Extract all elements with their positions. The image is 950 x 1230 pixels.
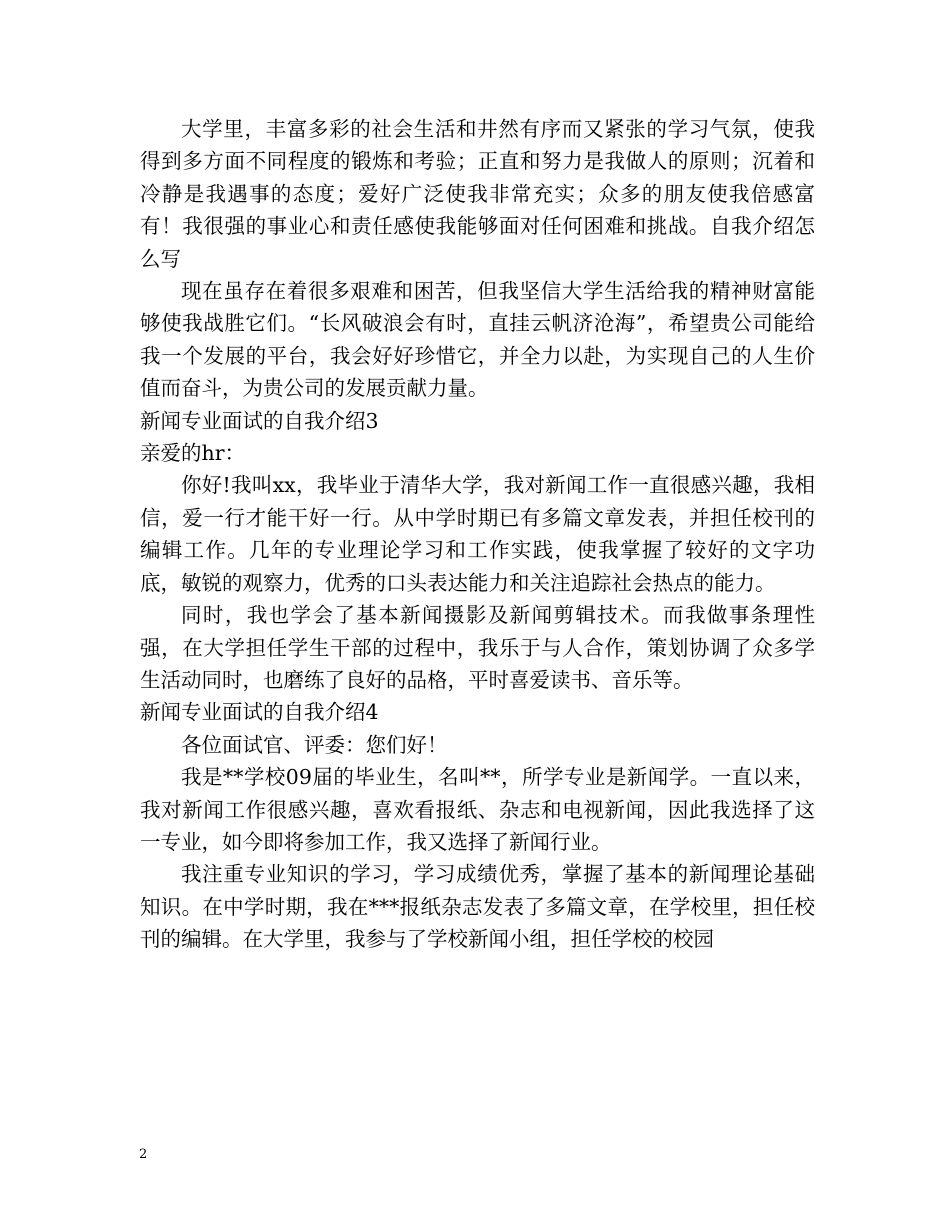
- paragraph: 我注重专业知识的学习，学习成绩优秀，掌握了基本的新闻理论基础知识。在中学时期，我在***报纸杂志发表了多篇文章，在学校里，担任校刊的编辑。在大学里，我参与了学校新闻小组，担任学校的校园: [140, 862, 815, 952]
- page-number: 2: [139, 1147, 148, 1162]
- paragraph: 你好!我叫xx，我毕业于清华大学，我对新闻工作一直很感兴趣，我相信，爱一行才能干好一行。从中学时期已有多篇文章发表，并担任校刊的编辑工作。几年的专业理论学习和工作实践，使我掌握了较好的文字功底，敏锐的观察力，优秀的口头表达能力和关注追踪社会热点的能力。: [140, 473, 815, 595]
- section-heading: 新闻专业面试的自我介绍3: [140, 408, 379, 433]
- document-body: [140, 113, 815, 956]
- greeting-line: 各位面试官、评委：您们好！: [181, 732, 448, 757]
- paragraph: 现在虽存在着很多艰难和困苦，但我坚信大学生活给我的精神财富能够使我战胜它们。“长风破浪会有时，直挂云帆济沧海”，希望贵公司能给我一个发展的平台，我会好好珍惜它，并全力以赴，为实现自己的人生价值而奋斗，为贵公司的发展贡献力量。: [140, 279, 815, 401]
- section-heading: 新闻专业面试的自我介绍4: [140, 700, 379, 725]
- paragraph: 大学里，丰富多彩的社会生活和井然有序而又紧张的学习气氛，使我得到多方面不同程度的锻炼和考验；正直和努力是我做人的原则；沉着和冷静是我遇事的态度；爱好广泛使我非常充实；众多的朋友使我倍感富有！我很强的事业心和责任感使我能够面对任何困难和挑战。自我介绍怎么写: [140, 117, 815, 271]
- paragraph: 同时，我也学会了基本新闻摄影及新闻剪辑技术。而我做事条理性强，在大学担任学生干部的过程中，我乐于与人合作，策划协调了众多学生活动同时，也磨练了良好的品格，平时喜爱读书、音乐等。: [140, 603, 815, 692]
- salutation: 亲爱的hr：: [140, 441, 246, 466]
- paragraph: 我是**学校09届的毕业生，名叫**，所学专业是新闻学。一直以来，我对新闻工作很感兴趣，喜欢看报纸、杂志和电视新闻，因此我选择了这一专业，如今即将参加工作，我又选择了新闻行业。: [140, 765, 815, 854]
